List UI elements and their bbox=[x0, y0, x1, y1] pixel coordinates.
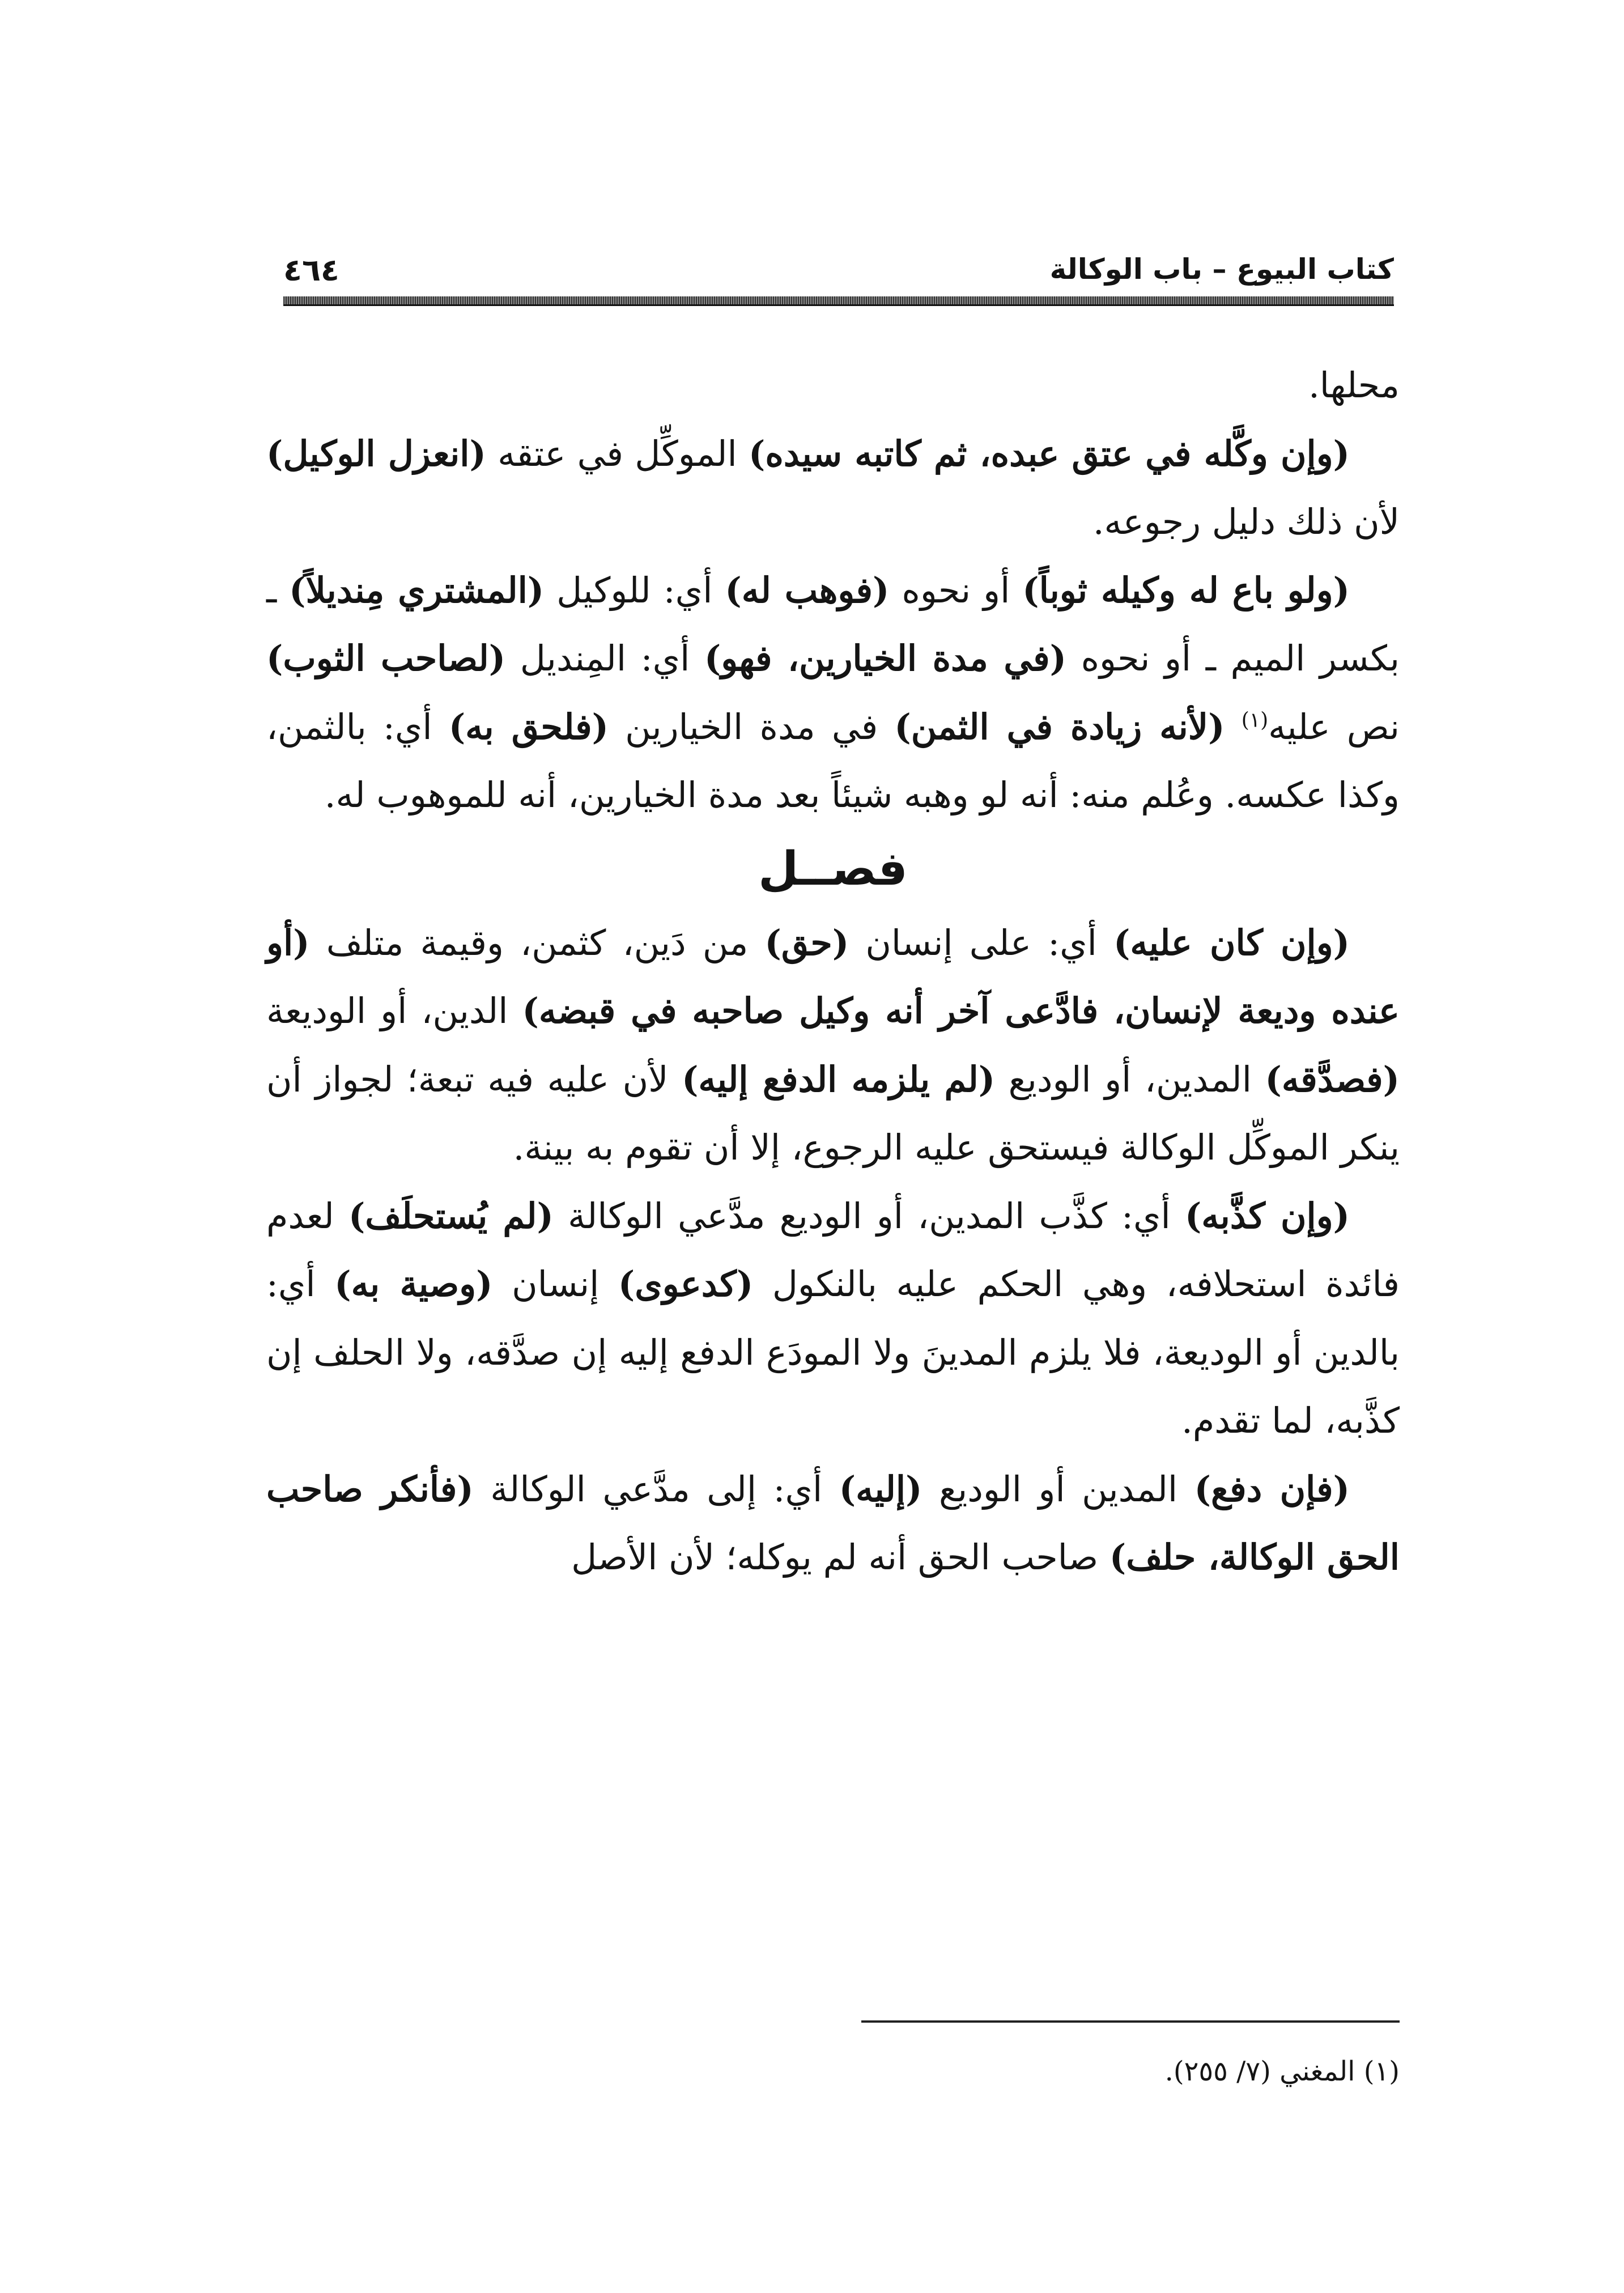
bold-run: (لم يلزمه الدفع إليه) bbox=[682, 1058, 996, 1100]
text-run: أي: بالثمن، وكذا عكسه. وعُلم منه: أنه لو وهبه شيئاً بعد مدة الخيارين، أنه للموهوب له. bbox=[266, 706, 1400, 816]
text-run: لأن ذلك دليل رجوعه. bbox=[1092, 501, 1400, 542]
text-run: صاحب الحق أنه لم يوكله؛ لأن الأصل bbox=[571, 1536, 1109, 1578]
footnote-marker: (١) bbox=[1363, 2056, 1400, 2087]
text-run: نص عليه bbox=[1268, 706, 1400, 748]
paragraph-6 bbox=[266, 1455, 1400, 1592]
paragraph-2 bbox=[266, 420, 1400, 557]
text-run: من دَين، كثمن، وقيمة متلف bbox=[309, 922, 765, 963]
footnote-1 bbox=[1165, 2052, 1400, 2091]
footnote-rule bbox=[861, 2020, 1400, 2023]
bold-run: (ولو باع له وكيله ثوباً) bbox=[1022, 569, 1350, 611]
text-run: المدين أو الوديع bbox=[922, 1468, 1194, 1510]
text-run: إنسان bbox=[492, 1263, 618, 1305]
text-run: أي: بالدين أو الوديعة، فلا يلزم المدينَ ولا المودَع الدفع إليه إن صدَّقه، ولا الحلف إن كذَّبه، لما تقدم. bbox=[266, 1263, 1400, 1441]
header-title: كتاب البيوع – باب الوكالة bbox=[1049, 253, 1394, 286]
bold-run: (وإن وكَّله في عتق عبده، ثم كاتبه سيده) bbox=[749, 432, 1350, 474]
text-run: أي: كذَّب المدين، أو الوديع مدَّعي الوكالة bbox=[553, 1195, 1185, 1237]
text-run: ـ بكسر الميم ـ أو نحوه bbox=[266, 569, 1400, 679]
bold-run: (في مدة الخيارين، فهو) bbox=[704, 638, 1066, 679]
bold-run: (وإن كذَّبه) bbox=[1184, 1195, 1350, 1237]
text-run: المدين، أو الوديع bbox=[995, 1058, 1265, 1100]
bold-run: (فإن دفع) bbox=[1194, 1468, 1350, 1510]
bold-run: (لم يُستحلَف) bbox=[348, 1195, 554, 1237]
paragraph-5 bbox=[266, 1182, 1400, 1455]
text-run: أي: للوكيل bbox=[544, 569, 725, 611]
text-run: أو نحوه bbox=[889, 569, 1023, 611]
paragraph-4 bbox=[266, 909, 1400, 1182]
bold-run: (المشتري مِنديلاً) bbox=[289, 569, 545, 611]
bold-run: (أو عنده وديعة لإنسان، فادَّعى آخر أنه وكيل صاحبه في قبضه) bbox=[266, 922, 1400, 1031]
paragraph-3 bbox=[266, 557, 1400, 830]
bold-run: (انعزل الوكيل) bbox=[266, 432, 486, 474]
footnote-text: المغني (٧/ ٢٥٥). bbox=[1164, 2056, 1364, 2087]
text-run: أي: إلى مدَّعي الوكالة bbox=[473, 1468, 839, 1510]
bold-run: (حق) bbox=[764, 922, 849, 963]
bold-run: (فلحق به) bbox=[448, 706, 609, 748]
bold-run: (وإن كان عليه) bbox=[1113, 922, 1350, 963]
text-run: لعدم فائدة استحلافه، وهي الحكم عليه بالنكول bbox=[266, 1195, 1400, 1305]
text-run: الدين، أو الوديعة bbox=[266, 990, 522, 1031]
page-number: ٤٦٤ bbox=[283, 252, 339, 288]
bold-run: (فصدَّقه) bbox=[1265, 1058, 1400, 1100]
header-rule bbox=[283, 296, 1394, 306]
bold-run: (وصية به) bbox=[334, 1263, 493, 1305]
text-run: محلها. bbox=[1308, 364, 1400, 406]
bold-run: (لأنه زيادة في الثمن) bbox=[894, 706, 1225, 748]
text-run: أي: المِنديل bbox=[505, 638, 704, 679]
bold-run: (إليه) bbox=[839, 1468, 922, 1510]
bold-run: (كدعوى) bbox=[618, 1263, 754, 1305]
text-run: في مدة الخيارين bbox=[608, 706, 895, 748]
section-heading: فصــل bbox=[758, 842, 908, 896]
footnote-reference[interactable]: (١) bbox=[1241, 708, 1269, 732]
bold-run: (فأنكر صاحب الحق الوكالة، حلف) bbox=[266, 1468, 1400, 1578]
bold-run: (فوهب له) bbox=[725, 569, 890, 611]
bold-run: (لصاحب الثوب) bbox=[266, 638, 506, 679]
paragraph-1 bbox=[266, 351, 1400, 420]
text-run: لأن عليه فيه تبعة؛ لجواز أن ينكر الموكِّل الوكالة فيستحق عليه الرجوع، إلا أن تقوم به بينة. bbox=[266, 1058, 1400, 1168]
text-run: أي: على إنسان bbox=[849, 922, 1114, 963]
text-run bbox=[1225, 706, 1242, 748]
text-run: الموكِّل في عتقه bbox=[486, 432, 749, 474]
body-text bbox=[266, 351, 1400, 1592]
running-header bbox=[283, 241, 1394, 303]
